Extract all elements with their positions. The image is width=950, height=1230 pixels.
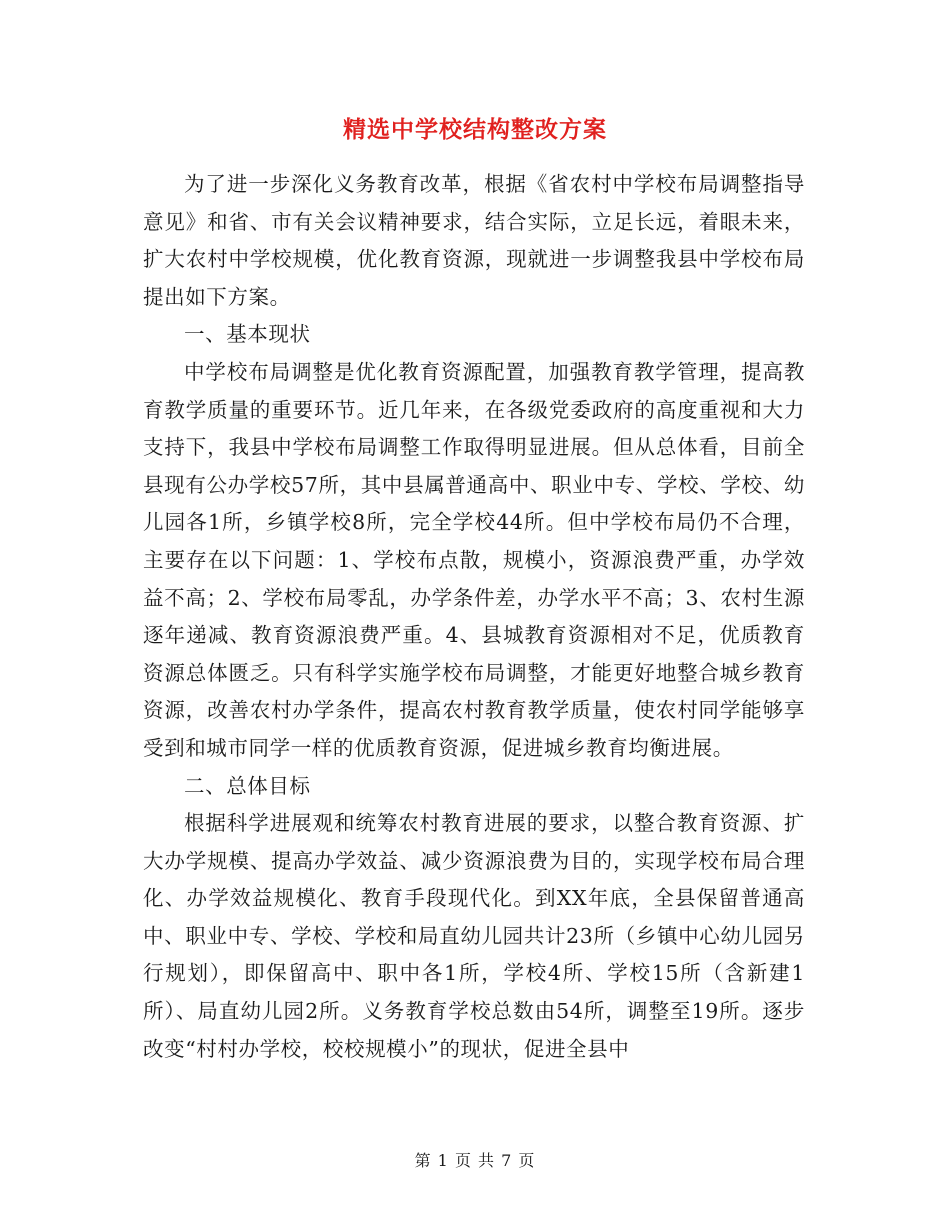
section-heading-overall-goal: 二、总体目标	[184, 773, 311, 798]
document-body	[143, 166, 805, 1068]
document-title: 精选中学校结构整改方案	[343, 116, 607, 143]
paragraph-current-status: 中学校布局调整是优化教育资源配置，加强教育教学管理，提高教育教学质量的重要环节。近几年来，在各级党委政府的高度重视和大力支持下，我县中学校布局调整工作取得明显进展。但从总体看，目前全县现有公办学校57所，其中县属普通高中、职业中专、学校、学校、幼儿园各1所，乡镇学校8所，完全学校44所。但中学校布局仍不合理，主要存在以下问题：1、学校布点散，规模小，资源浪费严重，办学效益不高；2、学校布局零乱，办学条件差，办学水平不高；3、农村生源逐年递减、教育资源浪费严重。4、县城教育资源相对不足，优质教育资源总体匮乏。只有科学实施学校布局调整，才能更好地整合城乡教育资源，改善农村办学条件，提高农村教育教学质量，使农村同学能够享受到和城市同学一样的优质教育资源，促进城乡教育均衡进展。	[143, 359, 805, 760]
paragraph-intro: 为了进一步深化义务教育改革，根据《省农村中学校布局调整指导意见》和省、市有关会议精神要求，结合实际，立足长远，着眼未来，扩大农村中学校规模，优化教育资源，现就进一步调整我县中学校布局提出如下方案。	[143, 172, 805, 309]
page-number-label: 第 1 页 共 7 页	[414, 1151, 536, 1170]
paragraph-overall-goal: 根据科学进展观和统筹农村教育进展的要求，以整合教育资源、扩大办学规模、提高办学效益、减少资源浪费为目的，实现学校布局合理化、办学效益规模化、教育手段现代化。到XX年底，全县保留普通高中、职业中专、学校、学校和局直幼儿园共计23所（乡镇中心幼儿园另行规划），即保留高中、职中各1所，学校4所、学校15所（含新建1所）、局直幼儿园2所。义务教育学校总数由54所，调整至19所。逐步改变“村村办学校，校校规模小”的现状，促进全县中	[143, 811, 805, 1061]
section-heading-current-status: 一、基本现状	[184, 322, 311, 347]
page-number-footer	[0, 1149, 950, 1173]
